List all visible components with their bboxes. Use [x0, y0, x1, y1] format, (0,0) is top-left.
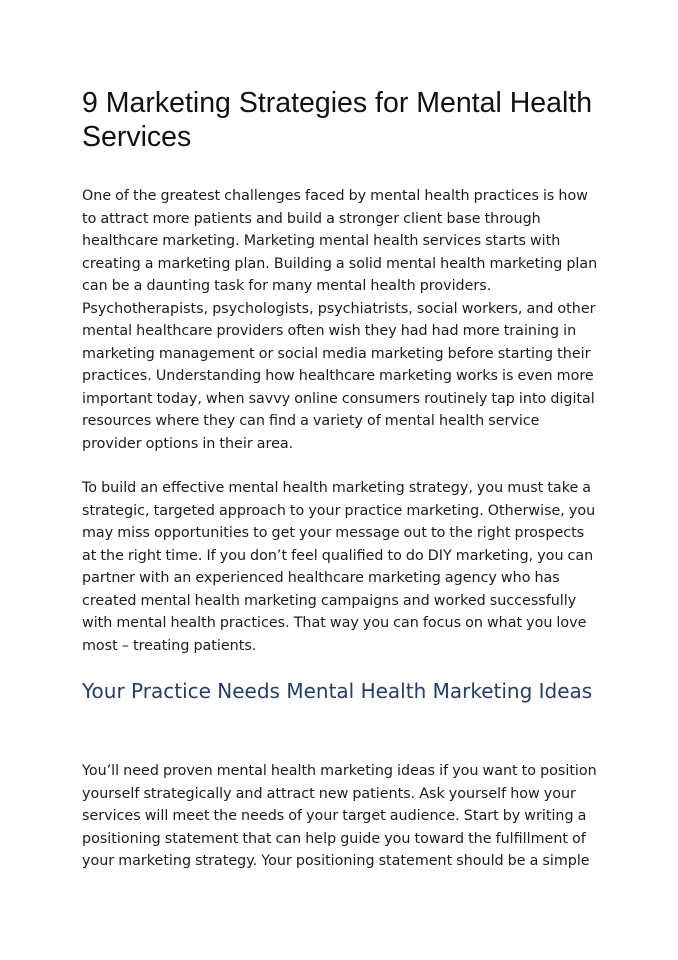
intro-paragraph: One of the greatest challenges faced by mental health practices is how to attract more patients and build a stronger client base through healthcare marketing. Marketing mental health services starts with creating a marketing plan. Building a solid mental health marketing plan can be a daunting task for many mental health providers. Psychotherapists, psychologists, psychiatrists, social workers, and other mental healthcare providers often wish they had had more training in marketing management or social media marketing before starting their practices. Understanding how healthcare marketing works is even more important today, when savvy online consumers routinely tap into digital resources where they can find a variety of mental health service provider options in their area.: [82, 188, 598, 452]
section-heading: Your Practice Needs Mental Health Marketing Ideas: [82, 679, 593, 703]
strategy-paragraph: To build an effective mental health marketing strategy, you must take a strategic, targeted approach to your practice marketing. Otherwise, you may miss opportunities to get your message out to the right prospects at the right time. If you don’t feel qualified to do DIY marketing, you can partner with an experienced healthcare marketing agency who has created mental health marketing campaigns and worked successfully with mental health practices. That way you can focus on what you love most – treating patients.: [82, 480, 596, 654]
page-title: 9 Marketing Strategies for Mental Health Services: [82, 87, 593, 153]
section-paragraph: You’ll need proven mental health marketing ideas if you want to position yourself strategically and attract new patients. Ask yourself how your services will meet the needs of your target audience. Start by writing a positioning statement that can help guide you toward the fulfillment of your marketing strategy. Your positioning statement should be a simple: [82, 763, 597, 869]
